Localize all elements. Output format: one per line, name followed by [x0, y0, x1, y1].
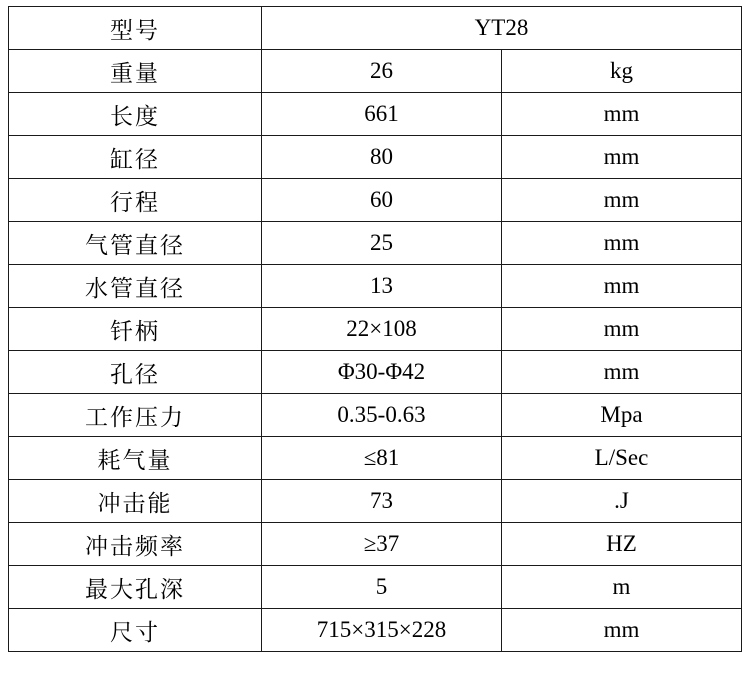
row-unit: mm [502, 179, 742, 222]
row-label: 工作压力 [9, 394, 262, 437]
table-row [9, 437, 742, 480]
row-unit: HZ [502, 523, 742, 566]
row-unit: mm [502, 136, 742, 179]
table-row [9, 222, 742, 265]
row-label: 长度 [9, 93, 262, 136]
row-value: 73 [262, 480, 502, 523]
table-row [9, 308, 742, 351]
row-label: 气管直径 [9, 222, 262, 265]
row-unit: mm [502, 93, 742, 136]
row-unit: mm [502, 351, 742, 394]
row-value: 5 [262, 566, 502, 609]
row-unit: mm [502, 222, 742, 265]
row-value: ≤81 [262, 437, 502, 480]
table-row [9, 480, 742, 523]
table-row [9, 93, 742, 136]
row-label: 重量 [9, 50, 262, 93]
table-row [9, 179, 742, 222]
table-row [9, 136, 742, 179]
row-unit: Mpa [502, 394, 742, 437]
row-value: 26 [262, 50, 502, 93]
row-unit: m [502, 566, 742, 609]
table-row [9, 609, 742, 652]
row-label: 缸径 [9, 136, 262, 179]
row-value: 13 [262, 265, 502, 308]
table-row [9, 523, 742, 566]
row-label: 最大孔深 [9, 566, 262, 609]
row-value: ≥37 [262, 523, 502, 566]
row-label: 行程 [9, 179, 262, 222]
row-value: 25 [262, 222, 502, 265]
row-unit: L/Sec [502, 437, 742, 480]
row-value: 0.35-0.63 [262, 394, 502, 437]
row-label: 型号 [9, 7, 262, 50]
row-label: 钎柄 [9, 308, 262, 351]
row-label: 尺寸 [9, 609, 262, 652]
row-value: 661 [262, 93, 502, 136]
row-value: 715×315×228 [262, 609, 502, 652]
row-value: YT28 [262, 7, 742, 50]
row-label: 冲击频率 [9, 523, 262, 566]
specification-table [8, 6, 742, 652]
table-row [9, 7, 742, 50]
table-row [9, 394, 742, 437]
row-label: 耗气量 [9, 437, 262, 480]
row-unit: mm [502, 609, 742, 652]
table-body [9, 7, 742, 652]
row-unit: kg [502, 50, 742, 93]
row-value: Φ30-Φ42 [262, 351, 502, 394]
row-label: 冲击能 [9, 480, 262, 523]
row-label: 孔径 [9, 351, 262, 394]
row-unit: .J [502, 480, 742, 523]
row-value: 80 [262, 136, 502, 179]
table-row [9, 351, 742, 394]
table-row [9, 566, 742, 609]
row-unit: mm [502, 265, 742, 308]
table-row [9, 50, 742, 93]
row-unit: mm [502, 308, 742, 351]
row-value: 60 [262, 179, 502, 222]
table-row [9, 265, 742, 308]
row-label: 水管直径 [9, 265, 262, 308]
row-value: 22×108 [262, 308, 502, 351]
